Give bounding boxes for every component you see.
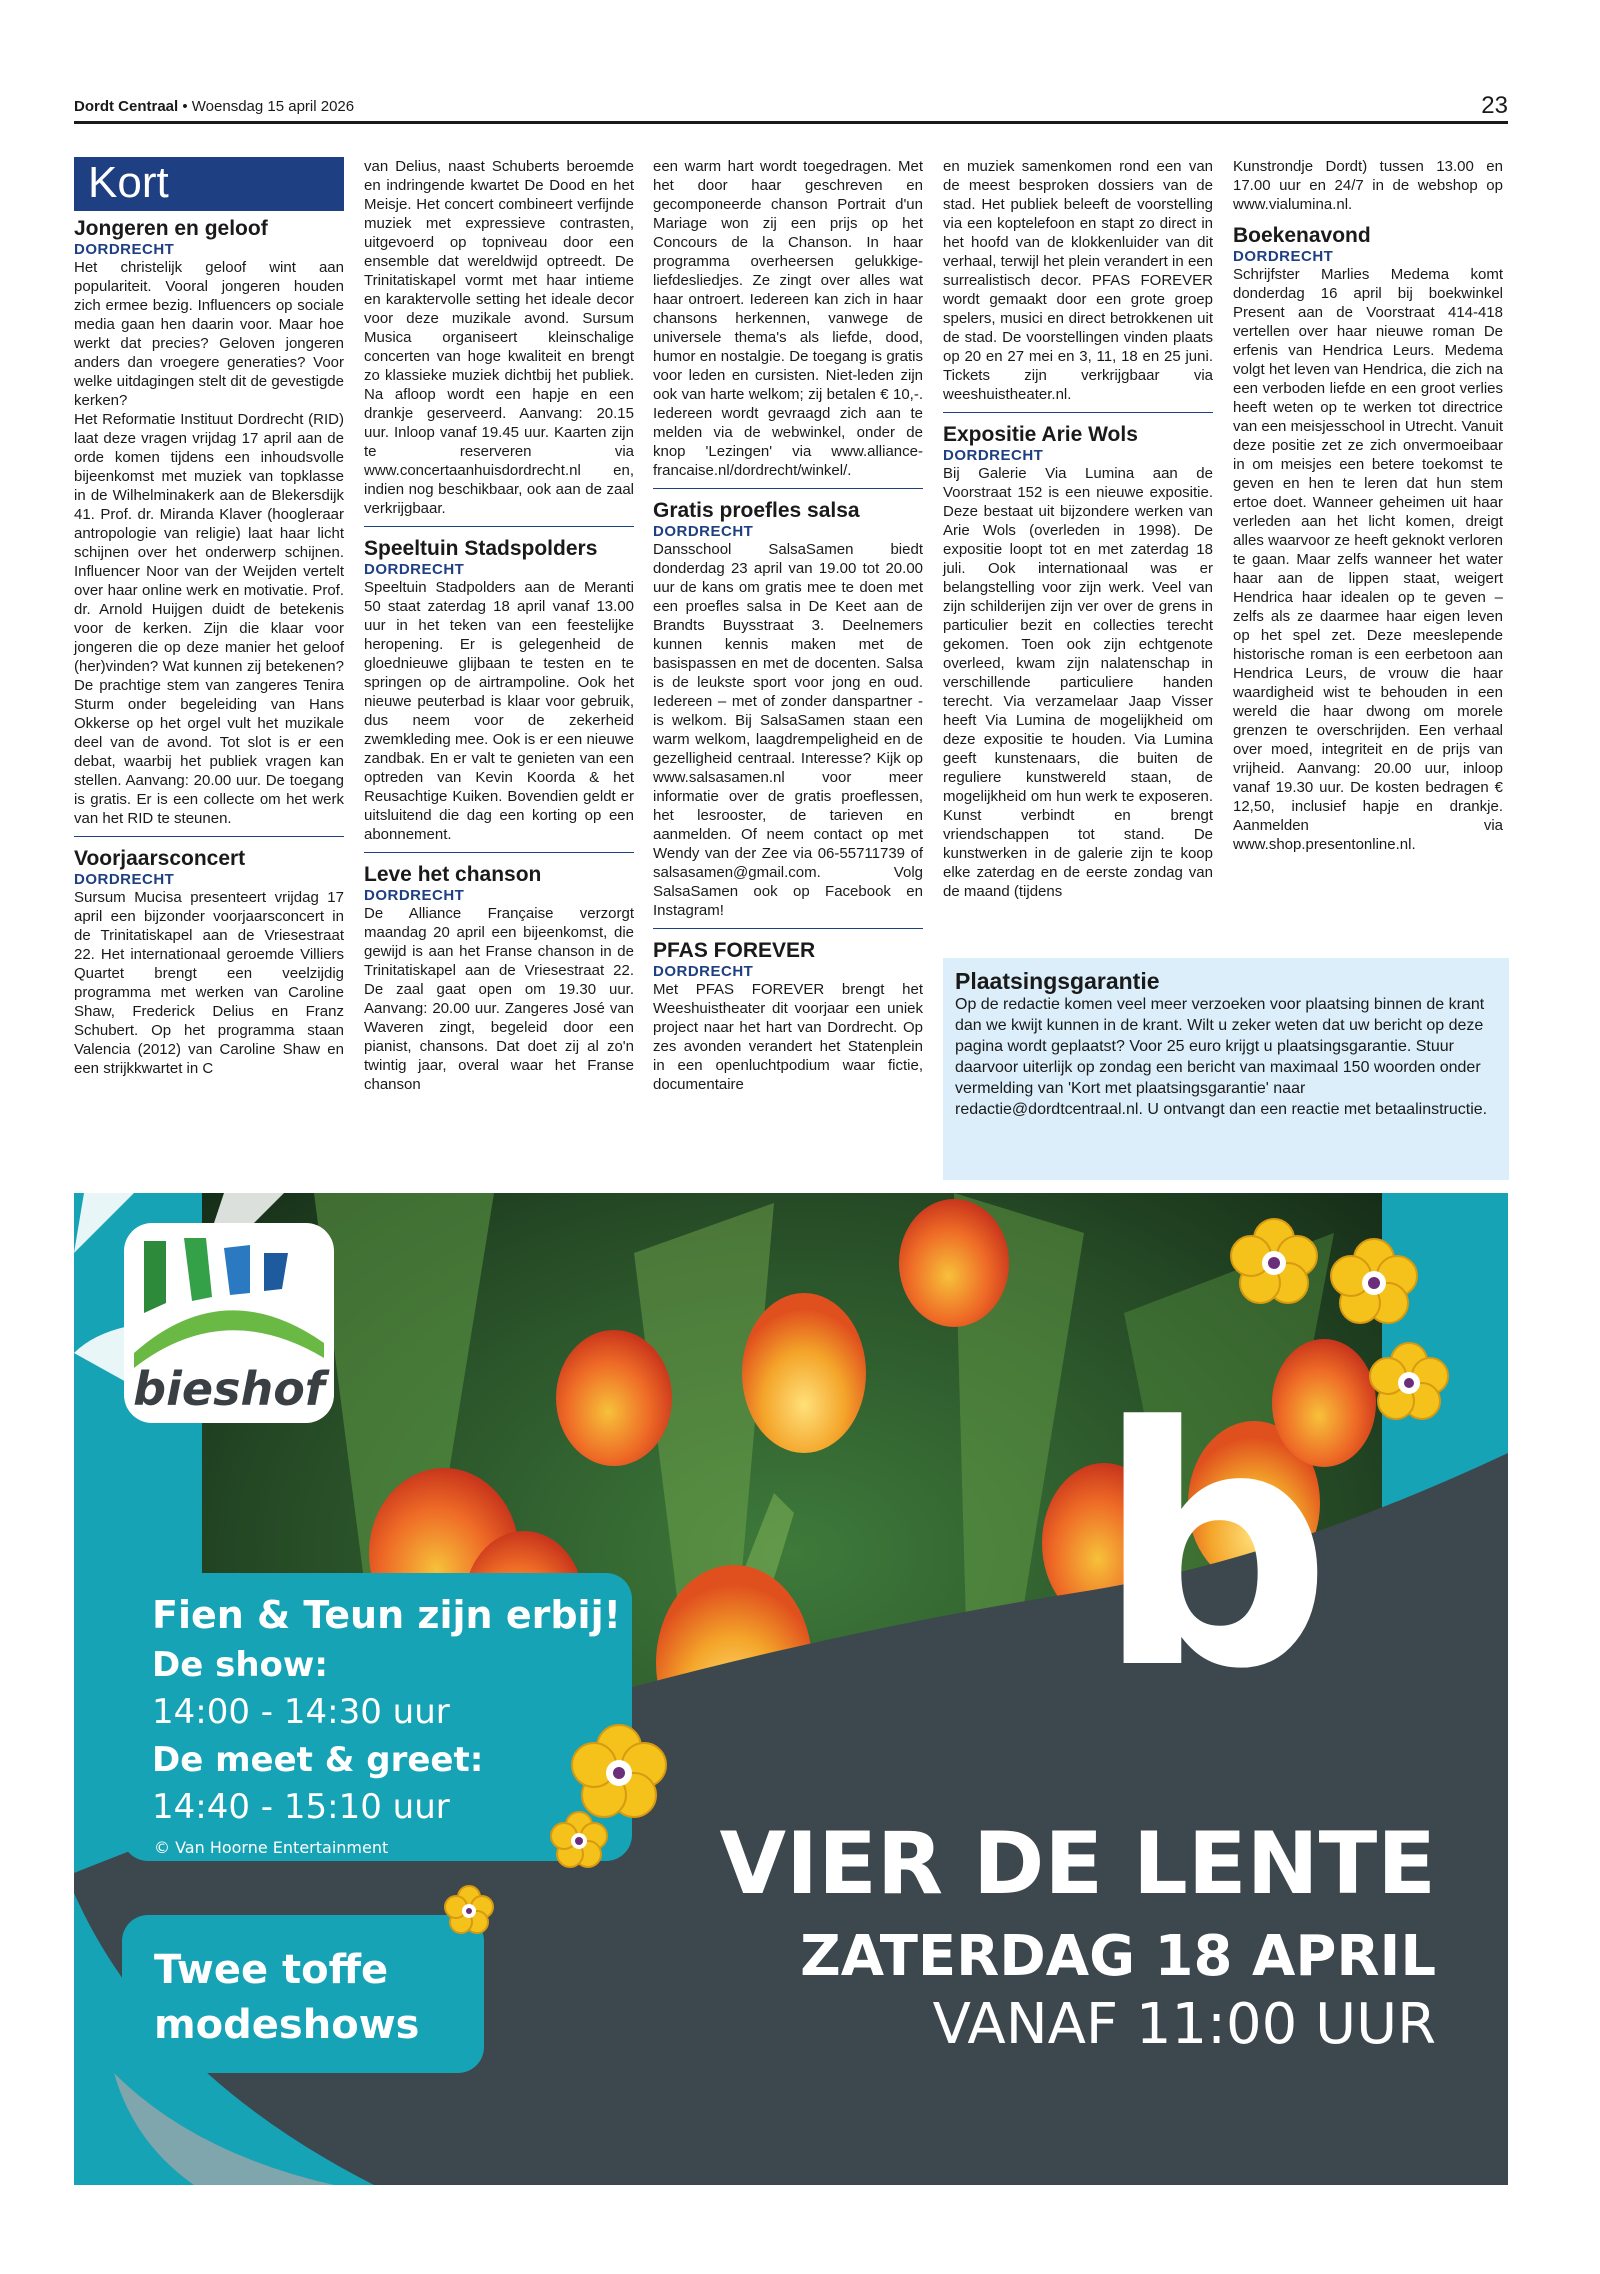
article-title: Jongeren en geloof xyxy=(74,217,268,240)
show-time: 14:00 - 14:30 uur xyxy=(152,1692,450,1732)
paper-name: Dordt Centraal xyxy=(74,98,179,115)
ad-date: ZATERDAG 18 APRIL xyxy=(800,1924,1436,1989)
article-boeken xyxy=(1233,224,1503,854)
article-chanson xyxy=(364,863,634,1094)
placement-notice xyxy=(943,958,1509,1180)
article-body: Kunstrondje Dordt) tussen 13.00 en 17.00 uur en 24/7 in de webshop op www.vialumina.nl. xyxy=(1233,158,1503,213)
article-speeltuin xyxy=(364,537,634,853)
article-place: DORDRECHT xyxy=(74,241,175,258)
box2-line1: Twee toffe xyxy=(154,1947,389,1993)
page-number: 23 xyxy=(1481,92,1508,119)
bieshof-logo xyxy=(124,1223,334,1423)
article-place: DORDRECHT xyxy=(364,887,465,904)
article-title: Expositie Arie Wols xyxy=(943,423,1138,446)
tulip xyxy=(899,1199,1009,1327)
article-title: PFAS FOREVER xyxy=(653,939,816,962)
article-body: Het Reformatie Instituut Dordrecht (RID) laat deze vragen vrijdag 17 april aan de orde komen tijdens een inhoudsvolle bijeenkomst met muziek van topklasse in de Wilhelminakerk aan de Blekersdijk 41. Prof. dr. Miranda Klaver (hoogleraar antropologie van religie) laat haar licht schijnen over het onderwerp schijnen. Influencer Noor van der Weijden vertelt over haar online werk en motivatie. Prof. dr. Arnold Huijgen duidt de betekenis voor de kerken. Zijn die klaar voor jongeren die op deze manier het geloof (her)vinden? Wat kunnen zij betekenen? De prachtige stem van zangeres Tenira Sturm onder begeleiding van Hans Okkerse op het orgel vult het muzikale deel van de avond. Tot slot is er een debat, waarbij het publiek vragen kan stellen. Aanvang: 20.00 uur. De toegang is gratis. Er is een collecte om het werk van het RID te steunen. xyxy=(74,411,344,827)
article-title: Speeltuin Stadspolders xyxy=(364,537,598,560)
logo-wordmark: bieshof xyxy=(133,1362,325,1416)
notice-title: Plaatsingsgarantie xyxy=(955,968,1160,994)
article-jongeren xyxy=(74,217,344,837)
article-body: Sursum Mucisa presenteert vrijdag 17 april een bijzonder voorjaarsconcert in de Trinitatiskapel aan de Vriesestraat 22. Het internationaal geroemde Villiers Quartet brengt een veelzijdig programma met werken van Caroline Shaw, Frederick Delius en Franz Schubert. Op het programma staan Valencia (2012) van Caroline Shaw en een strijkkwartet in C xyxy=(74,889,344,1077)
masthead xyxy=(74,94,1508,124)
article-chanson-continued xyxy=(653,157,923,489)
article-place: DORDRECHT xyxy=(943,447,1044,464)
article-place: DORDRECHT xyxy=(74,871,175,888)
meet-label: De meet & greet: xyxy=(152,1740,484,1780)
ad-time: VANAF 11:00 UUR xyxy=(932,1992,1436,2057)
column-5 xyxy=(1233,157,1503,864)
article-place: DORDRECHT xyxy=(1233,248,1334,265)
article-body: Met PFAS FOREVER brengt het Weeshuistheater dit voorjaar een uniek project naar het hart van Dordrecht. Op zes avonden verandert het Statenplein in een openluchtpodium waar fictie, documentaire xyxy=(653,981,923,1093)
article-body: De Alliance Française verzorgt maandag 20 april een bijeenkomst, die gewijd is aan het Franse chanson in de Trinitatiskapel aan de Vriesestraat 22. De zaal gaat open om 19.30 uur. Aanvang: 20.00 uur. Zangeres José van Waveren zingt, begeleid door een pianist, chansons. Dat doet zij al zo'n twintig jaar, overal waar het Franse chanson xyxy=(364,905,634,1093)
tulip xyxy=(742,1293,866,1453)
column-1 xyxy=(74,157,344,1088)
article-voorjaar xyxy=(74,847,344,1078)
box-title: Fien & Teun zijn erbij! xyxy=(152,1593,621,1637)
article-body: een warm hart wordt toegedragen. Met het door haar geschreven en gecomponeerde chanson Portrait d'un Mariage won zij een prijs op het Concours de la Chanson. In haar programma overheersen gelukkige-liefdesliedjes. Ze zingt over alles wat haar ontroert. Iedereen kan zich in haar chansons herkennen, vanwege de universele thema's als liefde, dood, humor en nostalgie. De toegang is gratis voor leden en cursisten. Niet-leden zijn ook van harte welkom; zij betalen € 10,-. Iedereen wordt gevraagd zich aan te melden via de webwinkel, onder de knop 'Lezingen' via www.alliance-francaise.nl/dordrecht/winkel/. xyxy=(653,158,923,479)
article-pfas xyxy=(653,939,923,1094)
show-info-box xyxy=(122,1573,632,1861)
article-place: DORDRECHT xyxy=(364,561,465,578)
article-pfas-continued xyxy=(943,157,1213,413)
article-wols xyxy=(943,423,1213,901)
issue-date: • Woensdag 15 april 2026 xyxy=(182,98,355,115)
article-body: Bij Galerie Via Lumina aan de Voorstraat 152 is een nieuwe expositie. Deze bestaat uit bijzondere werken van Arie Wols (overleden in 1998). De expositie loopt tot en met zaterdag 18 juli. Ook internationaal was er belangstelling voor zijn werk. Veel van zijn schilderijen zijn ver over de grens in particulier bezit en collecties terecht gekomen. Toen ook zijn echtgenote overleed, kwam zijn nalatenschap in verschillende particuliere handen terecht. Via verzamelaar Jaap Visser heeft Via Lumina de mogelijkheid om deze expositie te houden. Via Lumina geeft kunstenaars, die buiten de reguliere kunstwereld staan, de mogelijkheid om hun werk te exposeren. Kunst verbindt en brengt vriendschappen tot stand. De kunstwerken in de galerie zijn te koop elke zaterdag en de eerste zondag van de maand (tijdens xyxy=(943,465,1213,900)
article-body: Schrijfster Marlies Medema komt donderdag 16 april bij boekwinkel Present aan de Voorstraat 414-418 vertellen over haar nieuwe roman De erfenis van Hendrica Leurs. Medema volgt het leven van Hendrica, die zich na een verboden liefde en een groot verlies heeft weten op te werken tot directrice van een meisjesschool in Utrecht. Vanuit deze positie zet ze zich onvermoeibaar in om meisjes een betere toekomst te geven en hen te leren dat hun stem ertoe doet. Wanneer geheimen uit haar verleden aan het licht komen, dreigt alles waarvoor ze heeft geknokt verloren te gaan. Maar zelfs wanneer het water haar aan de lippen staat, weigert Hendrica haar idealen op te geven – zelfs als ze daarmee haar eigen leven op het spel zet. Deze meeslepende historische roman is een eerbetoon aan Hendrica Leurs, de vrouw die haar waardigheid wist te behouden in een wereld die haar dwong om morele grenzen te overschrijden. Een verhaal over moed, integriteit en de prijs van vrijheid. Aanvang: 20.00 uur, inloop vanaf 19.30 uur. De kosten bedragen € 12,50, inclusief hapje en drankje. Aanmelden via www.shop.presentonline.nl. xyxy=(1233,266,1503,853)
article-voorjaar-continued xyxy=(364,157,634,527)
column-2 xyxy=(364,157,634,1104)
article-body: Het christelijk geloof wint aan populariteit. Vooral jongeren houden zich ermee bezig. Influencers op sociale media gaan hen daarin voor. Maar hoe werkt dat precies? Geloven jongeren anders dan vroegere generaties? Voor welke uitdagingen stelt dit de gevestigde kerken? xyxy=(74,259,344,409)
article-body: en muziek samenkomen rond een van de meest besproken dossiers van de stad. Het publiek beleeft de voorstelling via een koptelefoon en stapt zo direct in het hoofd van de klokkenluider van dit verhaal, terwijl het plein verandert in een surrealistisch decor. PFAS FOREVER wordt gemaakt door een grote groep spelers, musici en direct betrokkenen uit de stad. De voorstellingen vinden plaats op 20 en 27 mei en 3, 11, 18 en 25 juni. Tickets zijn verkrijgbaar via weeshuistheater.nl. xyxy=(943,158,1213,403)
bieshof-advertisement xyxy=(74,1193,1508,2185)
ad-artwork xyxy=(74,1193,1508,2185)
article-title: Gratis proefles salsa xyxy=(653,499,860,522)
article-body: Dansschool SalsaSamen biedt donderdag 23 april van 19.00 tot 20.00 uur de kans om gratis mee te doen met een proefles salsa in De Keet aan de Brandts Buysstraat 3. Deelnemers kunnen kennis maken met de basispassen en met de docenten. Salsa is de leukste sport voor jong en oud. Iedereen – met of zonder danspartner - is welkom. Bij SalsaSamen staan een warm welkom, laagdrempeligheid en de gezelligheid centraal. Interesse? Kijk op www.salsasamen.nl voor meer informatie over de gratis proeflessen, het lesrooster, de tarieven en aanmelden. Of neem contact op met Wendy van der Zee via 06-55711739 of salsasamen@gmail.com. Volg SalsaSamen ook op Facebook en Instagram! xyxy=(653,541,923,919)
big-b-letter: b xyxy=(1095,1357,1333,1741)
article-title: Leve het chanson xyxy=(364,863,542,886)
article-wols-continued xyxy=(1233,157,1503,214)
article-title: Voorjaarsconcert xyxy=(74,847,246,870)
article-body: Speeltuin Stadpolders aan de Meranti 50 staat zaterdag 18 april vanaf 13.00 uur in het teken van een feestelijke heropening. Er is gelegenheid de gloednieuwe glijbaan te testen en te springen op de airtrampoline. Ook het nieuwe peuterbad is klaar voor gebruik, dus neem voor de zekerheid zwemkleding mee. Ook is er een nieuwe zandbak. En er valt te genieten van een optreden van Kevin Koorda & het Reusachtige Kuiken. Bovendien geldt er uitsluitend die dag een korting op een abonnement. xyxy=(364,579,634,843)
article-place: DORDRECHT xyxy=(653,963,754,980)
column-4 xyxy=(943,157,1213,911)
photo-credit: © Van Hoorne Entertainment xyxy=(154,1838,389,1857)
tulip xyxy=(556,1330,672,1466)
ad-headline: VIER DE LENTE xyxy=(719,1814,1436,1914)
masthead-left xyxy=(74,98,354,115)
article-body: van Delius, naast Schuberts beroemde en indringende kwartet De Dood en het Meisje. Het concert combineert verfijnde muziek met expressieve contrasten, uitgevoerd op topniveau door een ensemble dat wereldwijd optreedt. De Trinitatiskapel vormt met haar intieme en karaktervolle setting het ideale decor voor deze muzikale avond. Sursum Musica organiseert kleinschalige concerten van hoge kwaliteit en brengt zo klassieke muziek dichtbij het publiek. Na afloop wordt een hapje en een drankje geserveerd. Aanvang: 20.15 uur. Inloop vanaf 19.45 uur. Kaarten zijn te reserveren via www.concertaanhuisdordrecht.nl en, indien nog beschikbaar, ook aan de zaal verkrijgbaar. xyxy=(364,158,634,517)
section-title: Kort xyxy=(74,157,344,211)
article-salsa xyxy=(653,499,923,929)
meet-time: 14:40 - 15:10 uur xyxy=(152,1787,450,1827)
box2-line2: modeshows xyxy=(154,2002,420,2048)
article-title: Boekenavond xyxy=(1233,224,1371,247)
show-label: De show: xyxy=(152,1645,328,1685)
column-3 xyxy=(653,157,923,1104)
fashion-show-box xyxy=(122,1915,484,2073)
notice-body: Op de redactie komen veel meer verzoeken voor plaatsing binnen de krant dan we kwijt kunnen in de krant. Wilt u zeker weten dat uw bericht op deze pagina wordt geplaatst? Voor 25 euro krijgt u plaatsingsgarantie. Stuur daarvoor uiterlijk op zondag een bericht van maximaal 150 woorden onder vermelding van 'Kort met plaatsingsgarantie' naar redactie@dordtcentraal.nl. U ontvangt dan een reactie met betaalinstructie. xyxy=(955,996,1488,1118)
article-place: DORDRECHT xyxy=(653,523,754,540)
